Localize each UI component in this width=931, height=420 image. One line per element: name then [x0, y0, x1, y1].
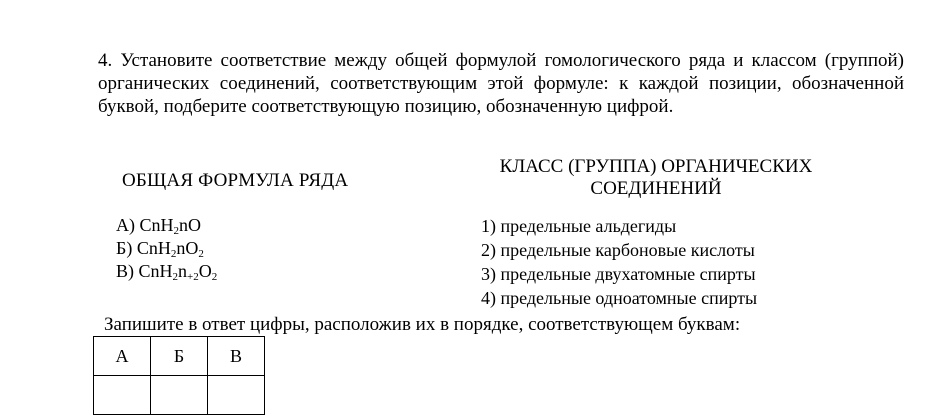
formula-a-sub: 2 — [173, 225, 180, 237]
class-item-2: 2) предельные карбоновые кислоты — [481, 240, 755, 260]
class-header-line-2: СОЕДИНЕНИЙ — [590, 178, 722, 199]
formula-b-part: nO — [176, 238, 199, 258]
formula-b-sub: 2 — [170, 248, 177, 260]
formula-b-prefix: Б) — [116, 238, 137, 258]
formula-b — [116, 237, 217, 260]
formula-a-part: CnH — [139, 215, 174, 235]
formula-c — [116, 260, 217, 283]
answer-cell-c[interactable] — [208, 376, 265, 415]
formula-c-sub: 2 — [172, 271, 179, 283]
formula-a-part: nO — [179, 215, 202, 235]
answer-cell-b[interactable] — [151, 376, 208, 415]
answer-table — [93, 336, 265, 415]
formula-a — [116, 214, 217, 237]
formula-column-header: ОБЩАЯ ФОРМУЛА РЯДА — [122, 170, 349, 191]
formula-c-prefix: В) — [116, 261, 139, 281]
formula-b-part: CnH — [136, 238, 171, 258]
answer-header-c: В — [208, 337, 265, 376]
formula-c-part: CnH — [138, 261, 173, 281]
formula-b-sub: 2 — [198, 248, 204, 260]
formula-c-sub: +2 — [187, 271, 199, 283]
answer-instruction: Запишите в ответ цифры, расположив их в порядке, соответствующем буквам: — [104, 314, 741, 335]
formula-c-part: O — [198, 261, 212, 281]
answer-cell-a[interactable] — [94, 376, 151, 415]
class-item-3: 3) предельные двухатомные спирты — [481, 264, 756, 284]
answer-header-b: Б — [151, 337, 208, 376]
formula-c-part: n — [178, 261, 188, 281]
question-text: 4. Установите соответствие между общей формулой гомологического ряда и классом (группой) органических соединений, соответствующим этой формуле: к каждой позиции, обозначенной буквой, подберите соответствующую позицию, обозначенную цифрой. — [98, 50, 904, 117]
formula-list — [116, 214, 217, 283]
class-list — [481, 214, 757, 310]
class-header-line-1: КЛАСС (ГРУППА) ОРГАНИЧЕСКИХ — [499, 156, 813, 177]
class-item-4: 4) предельные одноатомные спирты — [481, 288, 758, 308]
formula-a-prefix: А) — [116, 215, 140, 235]
answer-header-a: А — [94, 337, 151, 376]
formula-c-sub: 2 — [211, 271, 218, 283]
answer-table-value-row — [94, 376, 265, 415]
class-item-1: 1) предельные альдегиды — [481, 216, 677, 236]
class-column-header — [478, 156, 834, 200]
answer-table-header-row — [94, 337, 265, 376]
